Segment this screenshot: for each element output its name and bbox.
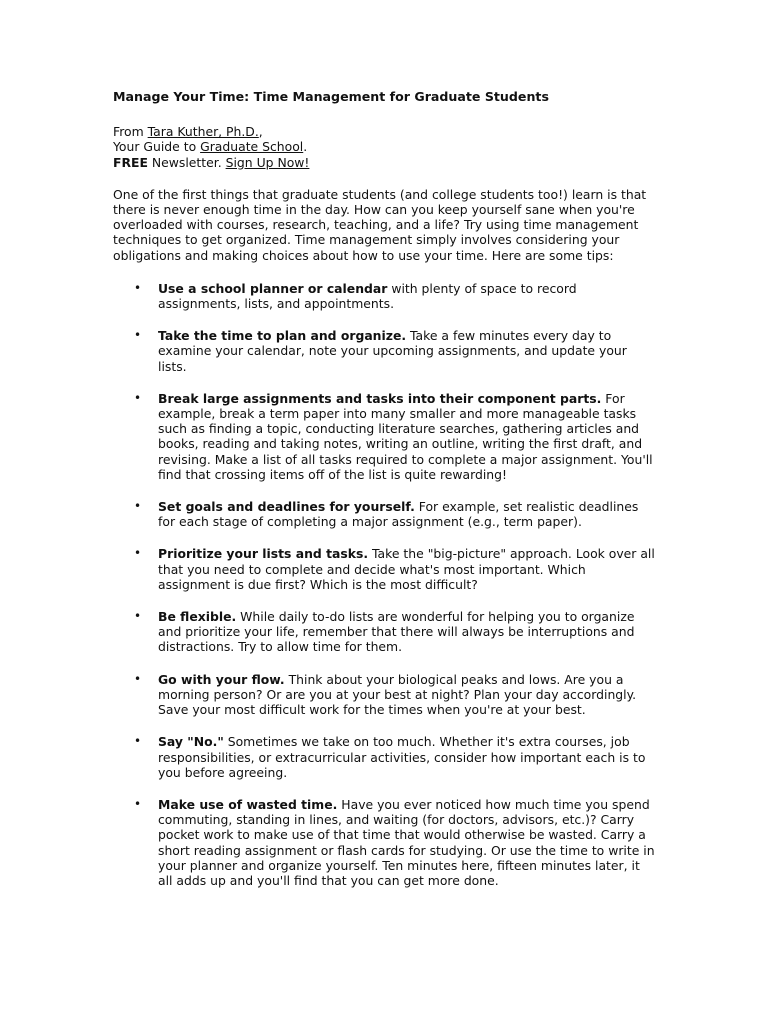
bullet-icon: •: [134, 499, 142, 514]
list-item: [113, 499, 658, 529]
list-item: [113, 734, 658, 780]
free-label: FREE: [113, 154, 148, 170]
author-link[interactable]: Tara Kuther, Ph.D.: [147, 124, 259, 140]
document-page: [113, 89, 658, 905]
from-prefix: From: [113, 124, 148, 140]
tip-heading: Set goals and deadlines for yourself.: [158, 499, 415, 515]
signup-link[interactable]: Sign Up Now!: [225, 154, 310, 170]
list-item: [113, 546, 658, 592]
bullet-icon: •: [134, 796, 142, 811]
list-item: [113, 328, 658, 374]
bullet-icon: •: [134, 609, 142, 624]
tip-heading: Be flexible.: [158, 609, 237, 625]
tip-body: with plenty of space to record assignments, lists, and appointments.: [158, 280, 577, 312]
tip-body: Think about your biological peaks and lows. Are you a morning person? Or are you at your best at night? Plan your day accordingly. Save your most difficult work for the times when you're at your best.: [158, 671, 637, 718]
tip-body: Take the "big-picture" approach. Look over all that you need to complete and decide what's most important. Which assignment is due first? Which is the most difficult?: [158, 546, 655, 592]
author-suffix: ,: [258, 124, 263, 140]
page-title: Manage Your Time: Time Management for Graduate Students: [113, 89, 549, 104]
tip-heading: Use a school planner or calendar: [158, 280, 388, 296]
list-item: [113, 672, 658, 718]
bullet-icon: •: [134, 671, 142, 686]
list-item: [113, 281, 658, 311]
tip-heading: Say "No.": [158, 734, 224, 750]
tip-body: Sometimes we take on too much. Whether it's extra courses, job responsibilities, or extracurricular activities, consider how important each is to you before agreeing.: [158, 734, 646, 780]
tip-heading: Prioritize your lists and tasks.: [158, 546, 369, 562]
tip-body: Take a few minutes every day to examine your calendar, note your upcoming assignments, and update your lists.: [158, 328, 627, 374]
list-item: [113, 797, 658, 888]
bullet-icon: •: [134, 280, 142, 295]
newsletter-line: [113, 155, 658, 170]
guide-prefix: Your Guide to: [113, 139, 201, 155]
tip-heading: Make use of wasted time.: [158, 796, 338, 812]
intro-paragraph: One of the first things that graduate students (and college students too!) learn is that there is never enough time in the day. How can you keep yourself sane when you're overloaded with courses, research, teaching, and a life? Try using time management techniques to get organized. Time management simply involves considering your obligations and making choices about how to use your time. Here are some tips:: [113, 186, 647, 263]
newsletter-text: Newsletter.: [147, 154, 226, 170]
guide-line: [113, 139, 658, 154]
bullet-icon: •: [134, 734, 142, 749]
tip-body: For example, break a term paper into many smaller and more manageable tasks such as finding a topic, conducting literature searches, gathering articles and books, reading and taking notes, writing an outline, writing the first draft, and revising. Make a list of all tasks required to complete a major assignment. You'll find that crossing items off of the list is quite rewarding!: [158, 390, 653, 482]
tip-body: While daily to-do lists are wonderful for helping you to organize and prioritize your life, remember that there will always be interruptions and distractions. Try to allow time for them.: [158, 609, 635, 655]
author-line: [113, 124, 658, 139]
guide-suffix: .: [303, 139, 308, 155]
tip-heading: Take the time to plan and organize.: [158, 328, 407, 344]
list-item: [113, 391, 658, 482]
tip-body: For example, set realistic deadlines for each stage of completing a major assignment (e.g., term paper).: [158, 499, 639, 530]
byline: [113, 124, 658, 170]
tip-body: Have you ever noticed how much time you spend commuting, standing in lines, and waiting (for doctors, advisors, etc.)? Carry pocket work to make use of that time that would otherwise be wasted. Carry a short reading assignment or flash cards for studying. Or use the time to write in your planner and organize yourself. Ten minutes here, fifteen minutes later, it all adds up and you'll find that you can get more done.: [158, 796, 655, 888]
guide-topic-link[interactable]: Graduate School: [200, 139, 304, 155]
tip-heading: Break large assignments and tasks into their component parts.: [158, 390, 602, 406]
bullet-icon: •: [134, 390, 142, 405]
list-item: [113, 609, 658, 655]
tips-list: [113, 281, 658, 888]
bullet-icon: •: [134, 328, 142, 343]
tip-heading: Go with your flow.: [158, 671, 285, 687]
bullet-icon: •: [134, 546, 142, 561]
